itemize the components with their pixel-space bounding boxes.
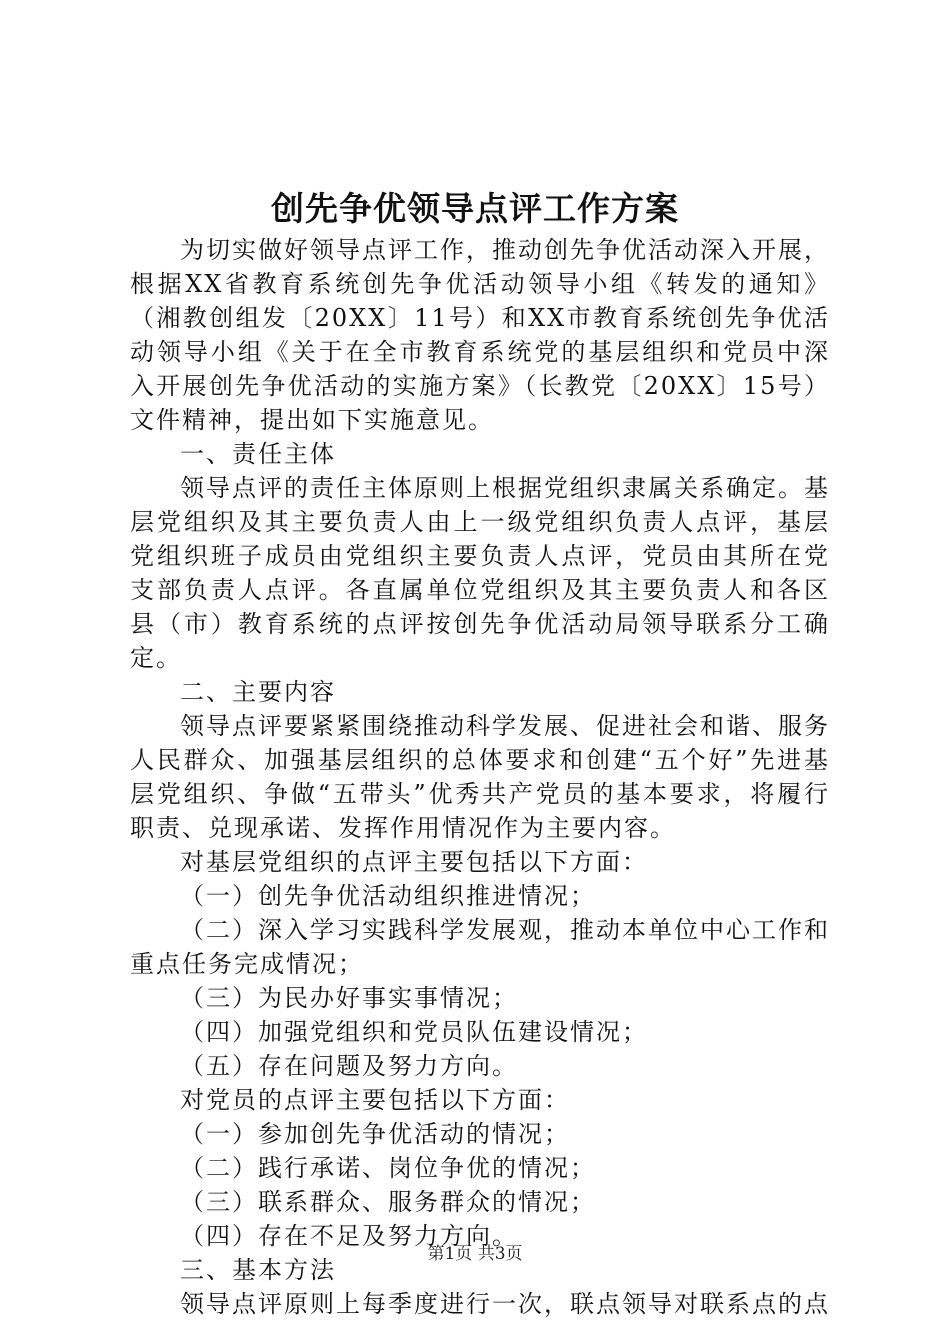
section-heading-content: 二、主要内容 [180,678,336,706]
responsibility-paragraph: 领导点评的责任主体原则上根据党组织隶属关系确定。基层党组织及其主要负责人由上一级党组织负责人点评，基层党组织班子成员由党组织主要负责人点评，党员由其所在党支部负责人点评。各直属单位党组织及其主要负责人和各区县（市）教育系统的点评按创先争优活动局领导联系分工确定。 [130,474,830,672]
section-heading-method: 三、基本方法 [180,1256,336,1284]
section-heading-responsibility: 一、责任主体 [180,440,336,468]
document-title: 创先争优领导点评工作方案 [271,189,679,228]
org-review-item: （三）为民办好事实事情况； [180,984,518,1012]
page-number-footer: 第1页 共3页 [427,1244,523,1264]
member-review-item: （四）存在不足及努力方向。 [180,1222,518,1250]
member-review-item: （二）践行承诺、岗位争优的情况； [180,1154,596,1182]
method-paragraph: 领导点评原则上每季度进行一次，联点领导对联系点的点 [180,1290,830,1318]
org-review-intro: 对基层党组织的点评主要包括以下方面： [180,848,648,876]
member-review-item: （三）联系群众、服务群众的情况； [180,1188,596,1216]
intro-paragraph: 为切实做好领导点评工作，推动创先争优活动深入开展，根据XX省教育系统创先争优活动领导小组《转发的通知》（湘教创组发〔20XX〕11号）和XX市教育系统创先争优活动领导小组《关于在全市教育系统党的基层组织和党员中深入开展创先争优活动的实施方案》（长教党〔20XX〕15号）文件精神，提出如下实施意见。 [130,236,830,434]
org-review-item: （五）存在问题及努力方向。 [180,1052,518,1080]
org-review-item: （四）加强党组织和党员队伍建设情况； [180,1018,648,1046]
content-paragraph: 领导点评要紧紧围绕推动科学发展、促进社会和谐、服务人民群众、加强基层组织的总体要求和创建“五个好”先进基层党组织、争做“五带头”优秀共产党员的基本要求，将履行职责、兑现承诺、发挥作用情况作为主要内容。 [130,712,830,842]
member-review-item: （一）参加创先争优活动的情况； [180,1120,570,1148]
document-body [130,233,830,1321]
org-review-item: （二）深入学习实践科学发展观，推动本单位中心工作和重点任务完成情况； [130,916,830,978]
member-review-intro: 对党员的点评主要包括以下方面： [180,1086,570,1114]
org-review-item: （一）创先争优活动组织推进情况； [180,882,596,910]
